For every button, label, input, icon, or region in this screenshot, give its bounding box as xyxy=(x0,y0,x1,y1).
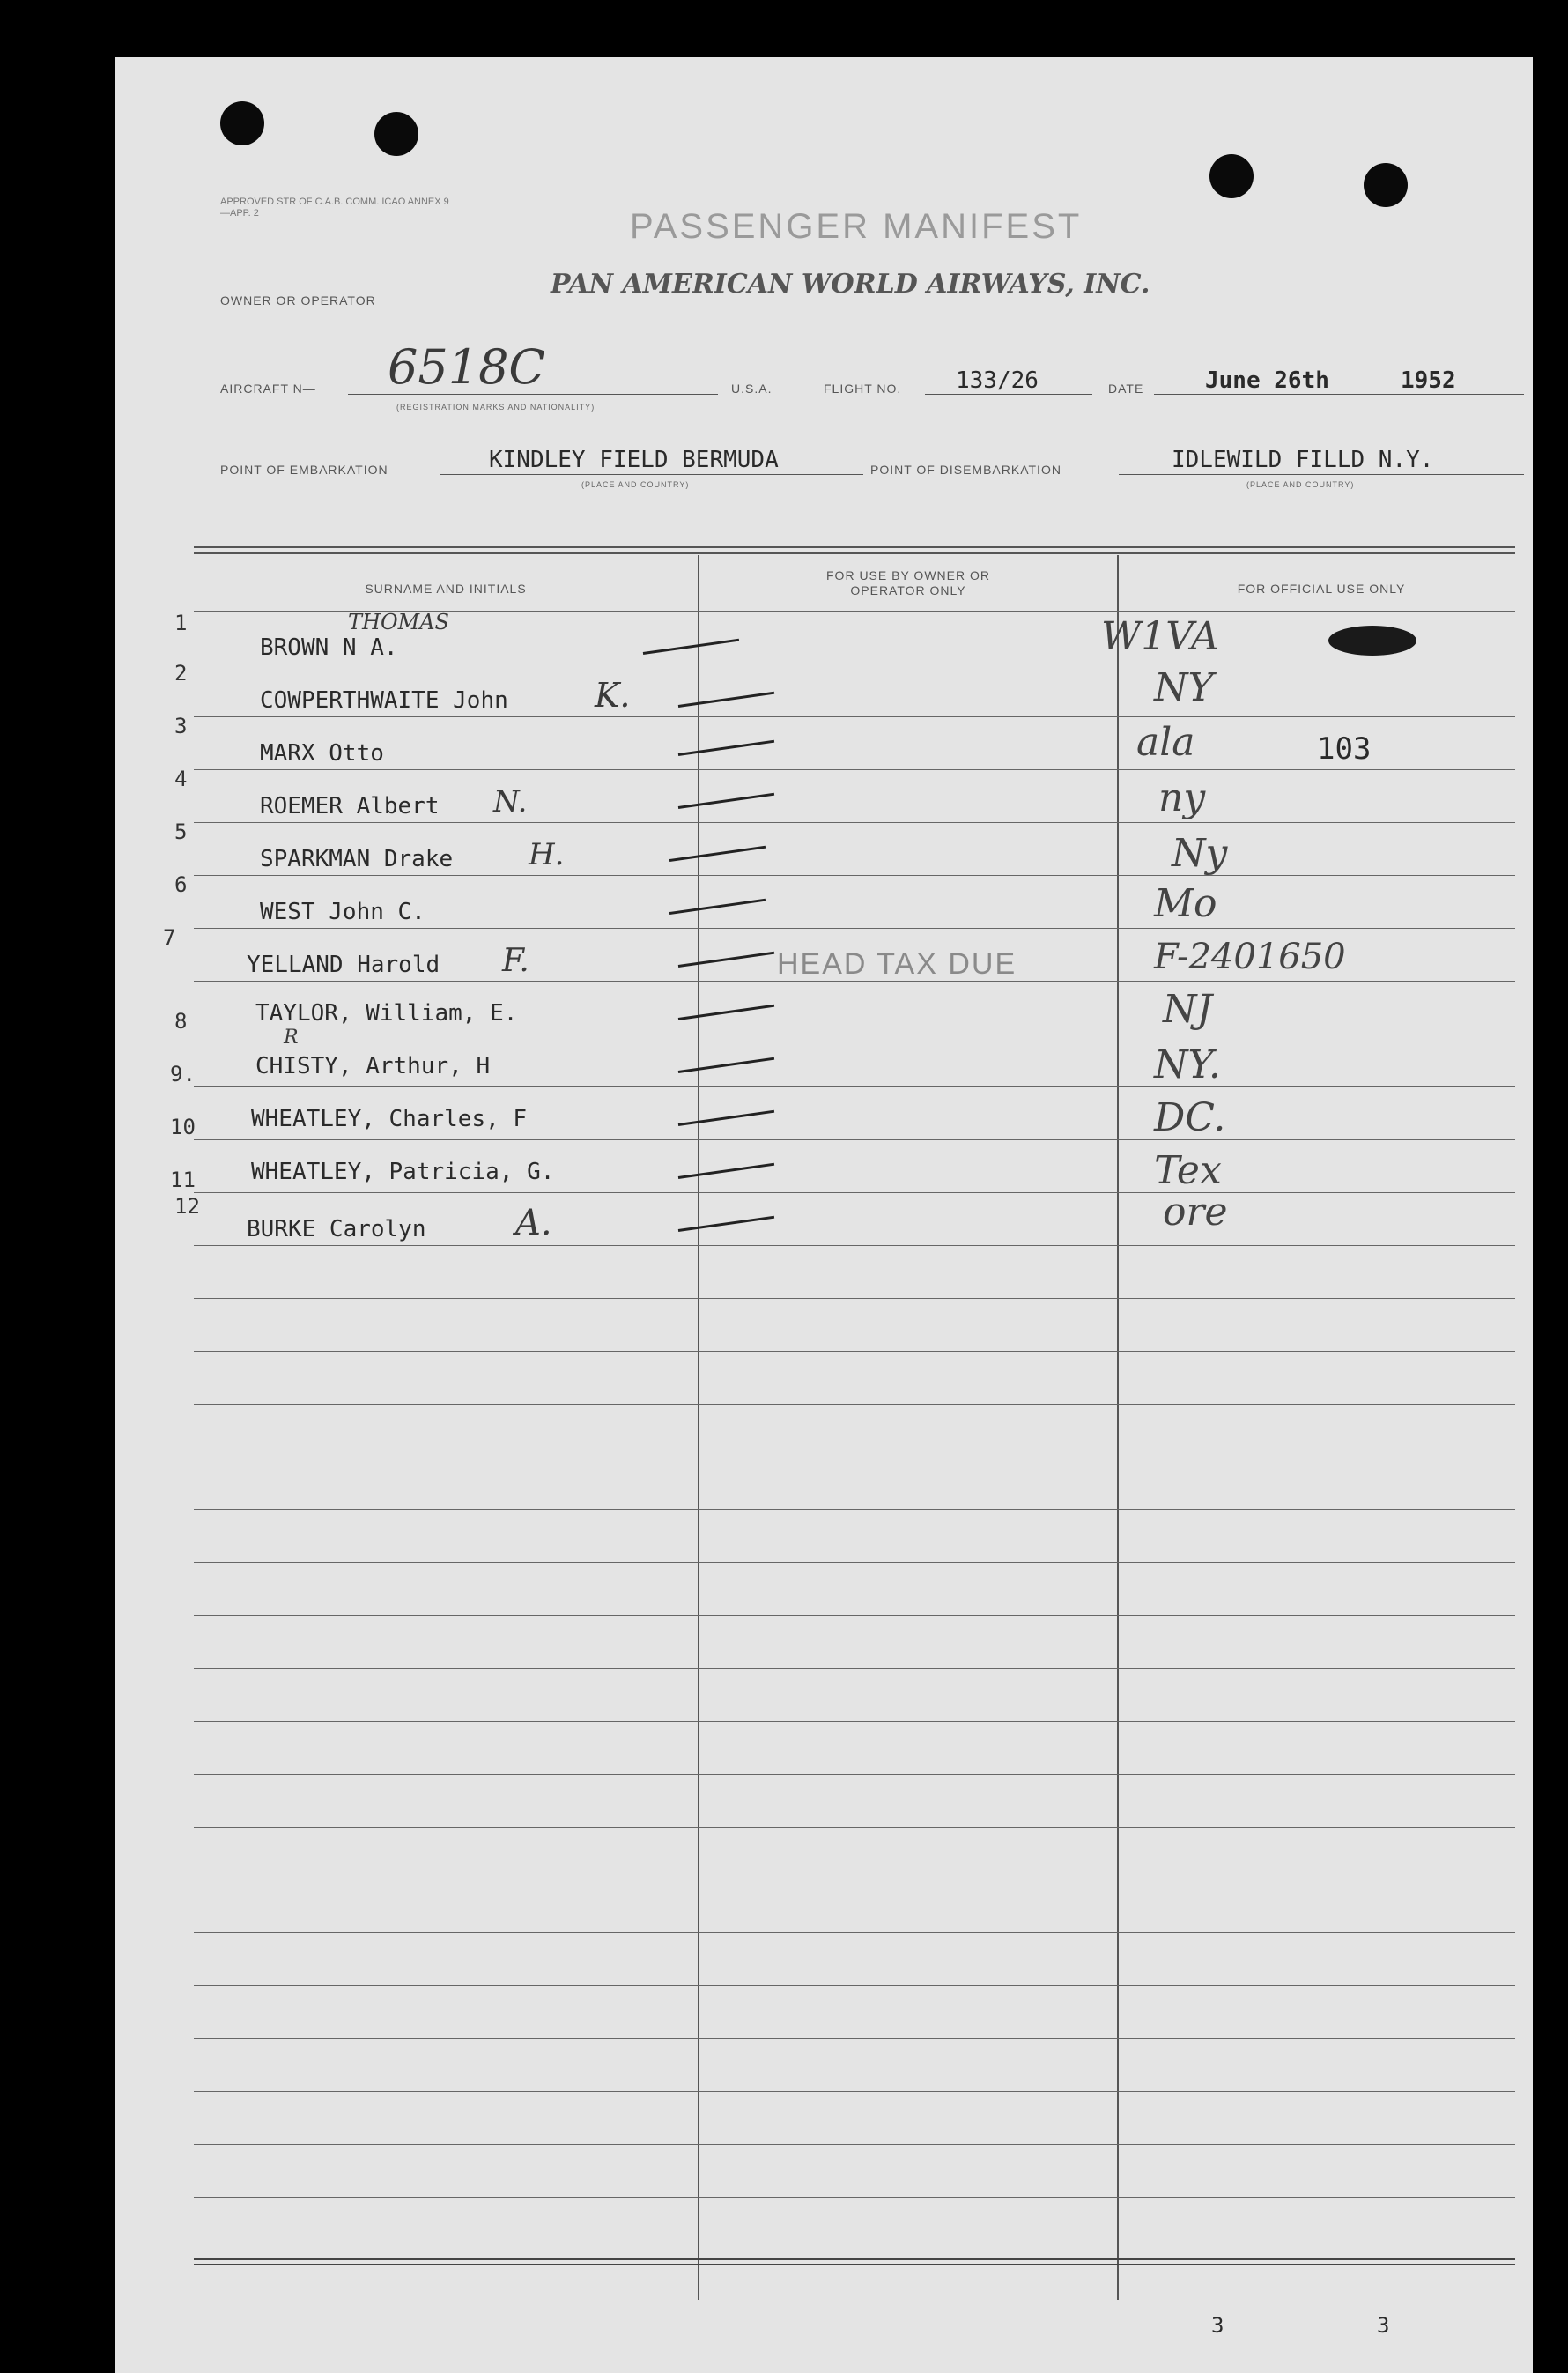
official-entry: ore xyxy=(1163,1190,1228,1235)
punch-hole-4 xyxy=(1364,163,1408,207)
row-number: 4 xyxy=(174,767,188,791)
check-mark xyxy=(678,1163,774,1179)
row-number: 7 xyxy=(163,925,176,950)
row-rule xyxy=(194,1562,1515,1563)
registration-note: (REGISTRATION MARKS AND NATIONALITY) xyxy=(396,403,595,412)
embark-place-note: (PLACE AND COUNTRY) xyxy=(581,480,690,489)
aircraft-value: 6518C xyxy=(388,339,545,395)
embark-value: KINDLEY FIELD BERMUDA xyxy=(489,447,779,473)
table-top-rule xyxy=(194,546,1515,548)
year-value: 1952 xyxy=(1401,367,1456,394)
disembark-value: IDLEWILD FILLD N.Y. xyxy=(1172,447,1434,473)
row-number: 2 xyxy=(174,661,188,686)
passenger-name: WHEATLEY, Patricia, G. xyxy=(251,1159,555,1185)
disembark-underline xyxy=(1119,474,1524,475)
date-label: DATE xyxy=(1108,382,1144,396)
passenger-name: SPARKMAN Drake xyxy=(260,846,454,872)
owner-label: OWNER OR OPERATOR xyxy=(220,293,376,308)
official-column-header: FOR OFFICIAL USE ONLY xyxy=(1237,582,1406,596)
passenger-name: BURKE Carolyn xyxy=(247,1216,426,1242)
table-bottom-rule xyxy=(194,2258,1515,2260)
passenger-name: BROWN N A. xyxy=(260,634,398,661)
check-mark xyxy=(678,692,774,708)
check-mark xyxy=(678,793,774,809)
check-mark xyxy=(678,1057,774,1073)
flight-underline xyxy=(925,394,1092,395)
footer-count-right: 3 xyxy=(1377,2313,1390,2338)
row-number: 12 xyxy=(174,1194,200,1219)
official-entry: ala xyxy=(1136,720,1195,765)
check-mark xyxy=(643,639,739,655)
punch-hole-1 xyxy=(220,101,264,145)
official-entry: ny xyxy=(1158,775,1206,820)
row-number: 10 xyxy=(170,1115,196,1139)
check-mark xyxy=(678,952,774,968)
surname-column-header: SURNAME AND INITIALS xyxy=(365,582,527,596)
row-rule xyxy=(194,1509,1515,1510)
row-rule xyxy=(194,1086,1515,1087)
name-initial-hand: K. xyxy=(595,676,631,715)
row-number: 3 xyxy=(174,714,188,738)
official-entry: Ny xyxy=(1172,831,1228,876)
name-initial-hand: H. xyxy=(529,837,565,872)
name-initial-hand: N. xyxy=(493,784,528,819)
row-rule xyxy=(194,1721,1515,1722)
embark-underline xyxy=(440,474,863,475)
official-entry: Tex xyxy=(1154,1148,1222,1193)
name-initial-hand: F. xyxy=(502,943,529,979)
check-mark xyxy=(669,899,766,915)
official-entry: NY xyxy=(1154,665,1214,710)
official-entry: Mo xyxy=(1154,881,1217,926)
ink-scribble xyxy=(1328,626,1416,656)
check-mark xyxy=(678,740,774,756)
date-value: June 26th xyxy=(1205,367,1329,394)
passenger-name: YELLAND Harold xyxy=(247,952,440,978)
row-rule xyxy=(194,1827,1515,1828)
owner-column-header: FOR USE BY OWNER OR OPERATOR ONLY xyxy=(826,568,990,597)
row-rule xyxy=(194,1245,1515,1246)
official-entry: W1VA xyxy=(1101,614,1219,659)
disembark-place-note: (PLACE AND COUNTRY) xyxy=(1246,480,1355,489)
table-top-rule-2 xyxy=(194,552,1515,554)
row-rule xyxy=(194,875,1515,876)
row-number: 6 xyxy=(174,872,188,897)
name-correction: THOMAS xyxy=(348,610,449,634)
name-correction: R xyxy=(284,1027,299,1049)
disembark-label: POINT OF DISEMBARKATION xyxy=(870,463,1061,477)
official-entry: NJ xyxy=(1163,987,1213,1032)
passenger-name: ROEMER Albert xyxy=(260,793,440,819)
row-rule xyxy=(194,1139,1515,1140)
row-rule xyxy=(194,716,1515,717)
row-rule xyxy=(194,769,1515,770)
check-mark xyxy=(678,1110,774,1126)
name-initial-hand: A. xyxy=(515,1203,552,1243)
embark-label: POINT OF EMBARKATION xyxy=(220,463,388,477)
row-number: 8 xyxy=(174,1009,188,1034)
footer-count-left: 3 xyxy=(1211,2313,1224,2338)
row-rule xyxy=(194,1774,1515,1775)
check-mark xyxy=(669,846,766,862)
aircraft-label: AIRCRAFT N— xyxy=(220,382,316,396)
owner-value: PAN AMERICAN WORLD AIRWAYS, INC. xyxy=(551,269,1150,300)
row-rule xyxy=(194,2038,1515,2039)
passenger-name: WHEATLEY, Charles, F xyxy=(251,1106,528,1132)
check-mark xyxy=(678,1005,774,1020)
official-entry: DC. xyxy=(1154,1095,1226,1140)
row-rule xyxy=(194,1932,1515,1933)
row-rule xyxy=(194,822,1515,823)
usa-label: U.S.A. xyxy=(731,382,773,396)
passenger-name: WEST John C. xyxy=(260,899,425,925)
row-rule xyxy=(194,1298,1515,1299)
row-rule xyxy=(194,1668,1515,1669)
punch-hole-2 xyxy=(374,112,418,156)
passenger-name: COWPERTHWAITE John xyxy=(260,687,508,714)
head-tax-stamp: HEAD TAX DUE xyxy=(777,947,1017,981)
row-number: 11 xyxy=(170,1168,196,1192)
row-number: 5 xyxy=(174,819,188,844)
passenger-name: TAYLOR, William, E. xyxy=(255,1000,518,1027)
row-rule xyxy=(194,1192,1515,1193)
form-title: PASSENGER MANIFEST xyxy=(630,207,1083,246)
official-entry: NY. xyxy=(1154,1042,1221,1087)
passenger-name: CHISTY, Arthur, H xyxy=(255,1053,491,1079)
row-rule xyxy=(194,1615,1515,1616)
check-mark xyxy=(678,1216,774,1232)
table-bottom-rule-2 xyxy=(194,2264,1515,2265)
approval-note: APPROVED STR OF C.A.B. COMM. ICAO ANNEX 9—APP. 2 xyxy=(220,197,449,219)
row-number: 1 xyxy=(174,611,188,635)
row-rule xyxy=(194,2091,1515,2092)
row-rule xyxy=(194,2144,1515,2145)
aircraft-underline xyxy=(348,394,718,395)
official-number: 103 xyxy=(1317,731,1372,767)
passenger-name: MARX Otto xyxy=(260,740,384,767)
row-rule xyxy=(194,1351,1515,1352)
date-underline xyxy=(1154,394,1524,395)
punch-hole-3 xyxy=(1209,154,1254,198)
row-rule xyxy=(194,2197,1515,2198)
flight-value: 133/26 xyxy=(956,367,1039,394)
official-entry: F-2401650 xyxy=(1154,937,1346,977)
row-rule xyxy=(194,928,1515,929)
flight-label: FLIGHT NO. xyxy=(824,382,902,396)
manifest-sheet xyxy=(115,57,1533,2373)
row-rule xyxy=(194,1985,1515,1986)
row-rule xyxy=(194,1404,1515,1405)
row-number: 9. xyxy=(170,1062,196,1086)
